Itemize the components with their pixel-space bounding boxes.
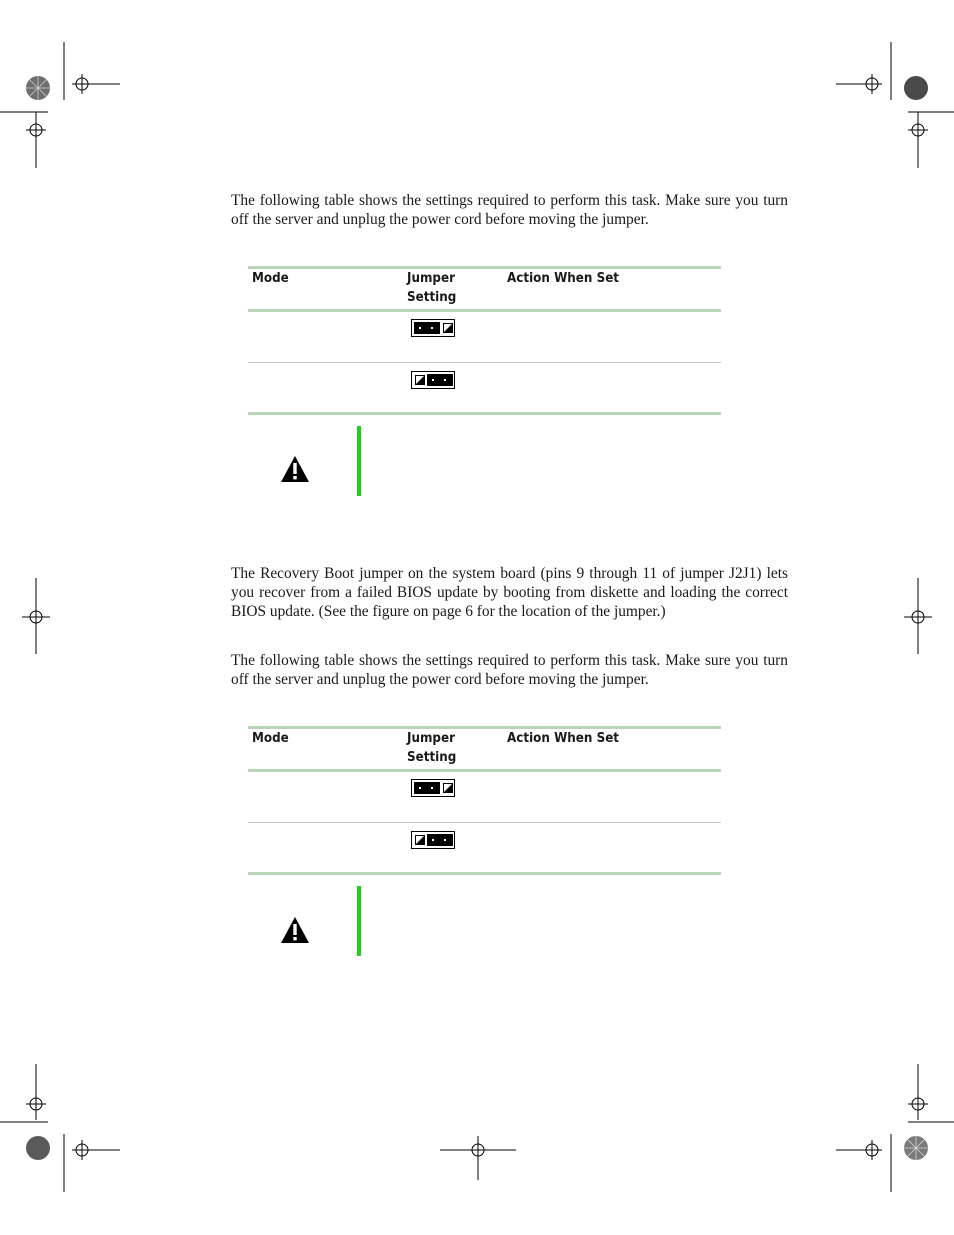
crop-marks-bottom-right (824, 1060, 954, 1235)
jumper-pins-1-2-icon (411, 779, 455, 797)
crop-mark-bottom-center (438, 1130, 518, 1194)
crop-mark-mid-right (900, 578, 940, 658)
warning-triangle-icon (280, 455, 310, 483)
table-bottom-rule (248, 412, 721, 415)
crop-marks-top-right (824, 0, 954, 175)
table-top-rule (248, 266, 721, 269)
column-header-mode: Mode (252, 730, 289, 746)
recovery-boot-paragraph: The Recovery Boot jumper on the system board (pins 9 through 11 of jumper J2J1) lets you recover from a failed BIOS update by booting from diskette and loading the correct BIOS update. (See the figure on page 6 for the location of the jumper.) (231, 565, 788, 620)
jumper-settings-table-1 (248, 266, 721, 416)
table-row-divider (248, 362, 721, 363)
crop-marks-bottom-left (0, 1060, 130, 1235)
table-bottom-rule (248, 872, 721, 875)
table-row-divider (248, 822, 721, 823)
jumper-pins-2-3-icon (411, 371, 455, 389)
column-header-action: Action When Set (507, 730, 620, 746)
color-target-icon (26, 76, 50, 100)
color-target-icon (904, 1136, 928, 1160)
column-header-jumper-line1: Jumper (407, 270, 456, 286)
crop-marks-top-left (0, 0, 130, 175)
jumper-settings-table-2 (248, 726, 721, 876)
caution-sidebar-bar (357, 426, 361, 496)
settings-intro-paragraph: The following table shows the settings required to perform this task. Make sure you turn off the server and unplug the power cord before moving the jumper. (231, 192, 788, 228)
settings-intro-paragraph-2: The following table shows the settings required to perform this task. Make sure you turn off the server and unplug the power cord before moving the jumper. (231, 652, 788, 688)
caution-sidebar-bar (357, 886, 361, 956)
table-top-rule (248, 726, 721, 729)
column-header-jumper-line2: Setting (407, 289, 457, 305)
color-target-icon (904, 76, 928, 100)
jumper-pins-1-2-icon (411, 319, 455, 337)
column-header-jumper-line1: Jumper (407, 730, 456, 746)
table-header-rule (248, 769, 721, 772)
column-header-jumper-line2: Setting (407, 749, 457, 765)
table-header-rule (248, 309, 721, 312)
crop-mark-mid-left (18, 578, 58, 658)
column-header-mode: Mode (252, 270, 289, 286)
color-target-icon (26, 1136, 50, 1160)
warning-triangle-icon (280, 916, 310, 944)
jumper-pins-2-3-icon (411, 831, 455, 849)
column-header-action: Action When Set (507, 270, 620, 286)
